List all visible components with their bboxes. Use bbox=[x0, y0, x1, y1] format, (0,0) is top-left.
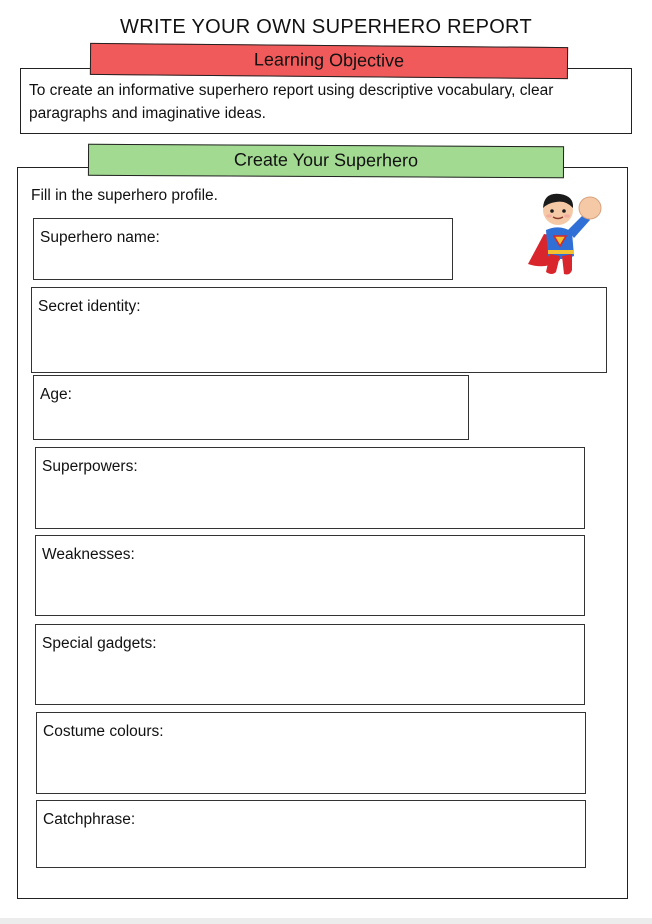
field-label: Weaknesses: bbox=[42, 546, 135, 563]
costume-colours-field[interactable] bbox=[36, 712, 586, 794]
superpowers-field[interactable] bbox=[35, 447, 585, 529]
field-label: Superhero name: bbox=[40, 229, 160, 246]
catchphrase-field[interactable] bbox=[36, 800, 586, 868]
field-label: Superpowers: bbox=[42, 458, 138, 475]
special-gadgets-field[interactable] bbox=[35, 624, 585, 705]
weaknesses-field[interactable] bbox=[35, 535, 585, 616]
learning-objective-banner: Learning Objective bbox=[90, 43, 568, 79]
superhero-icon bbox=[516, 186, 612, 282]
page-edge bbox=[0, 918, 652, 924]
superhero-name-field[interactable] bbox=[33, 218, 453, 280]
learning-objective-text: To create an informative superhero report using descriptive vocabulary, clear paragraphs and imaginative ideas. bbox=[29, 82, 554, 122]
secret-identity-field[interactable] bbox=[31, 287, 607, 373]
field-label: Special gadgets: bbox=[42, 635, 157, 652]
profile-instructions: Fill in the superhero profile. bbox=[31, 187, 218, 204]
field-label: Costume colours: bbox=[43, 723, 164, 740]
field-label: Age: bbox=[40, 386, 72, 403]
create-superhero-banner: Create Your Superhero bbox=[88, 144, 564, 178]
page-title: WRITE YOUR OWN SUPERHERO REPORT bbox=[120, 16, 532, 38]
age-field[interactable] bbox=[33, 375, 469, 440]
field-label: Secret identity: bbox=[38, 298, 141, 315]
field-label: Catchphrase: bbox=[43, 811, 136, 828]
